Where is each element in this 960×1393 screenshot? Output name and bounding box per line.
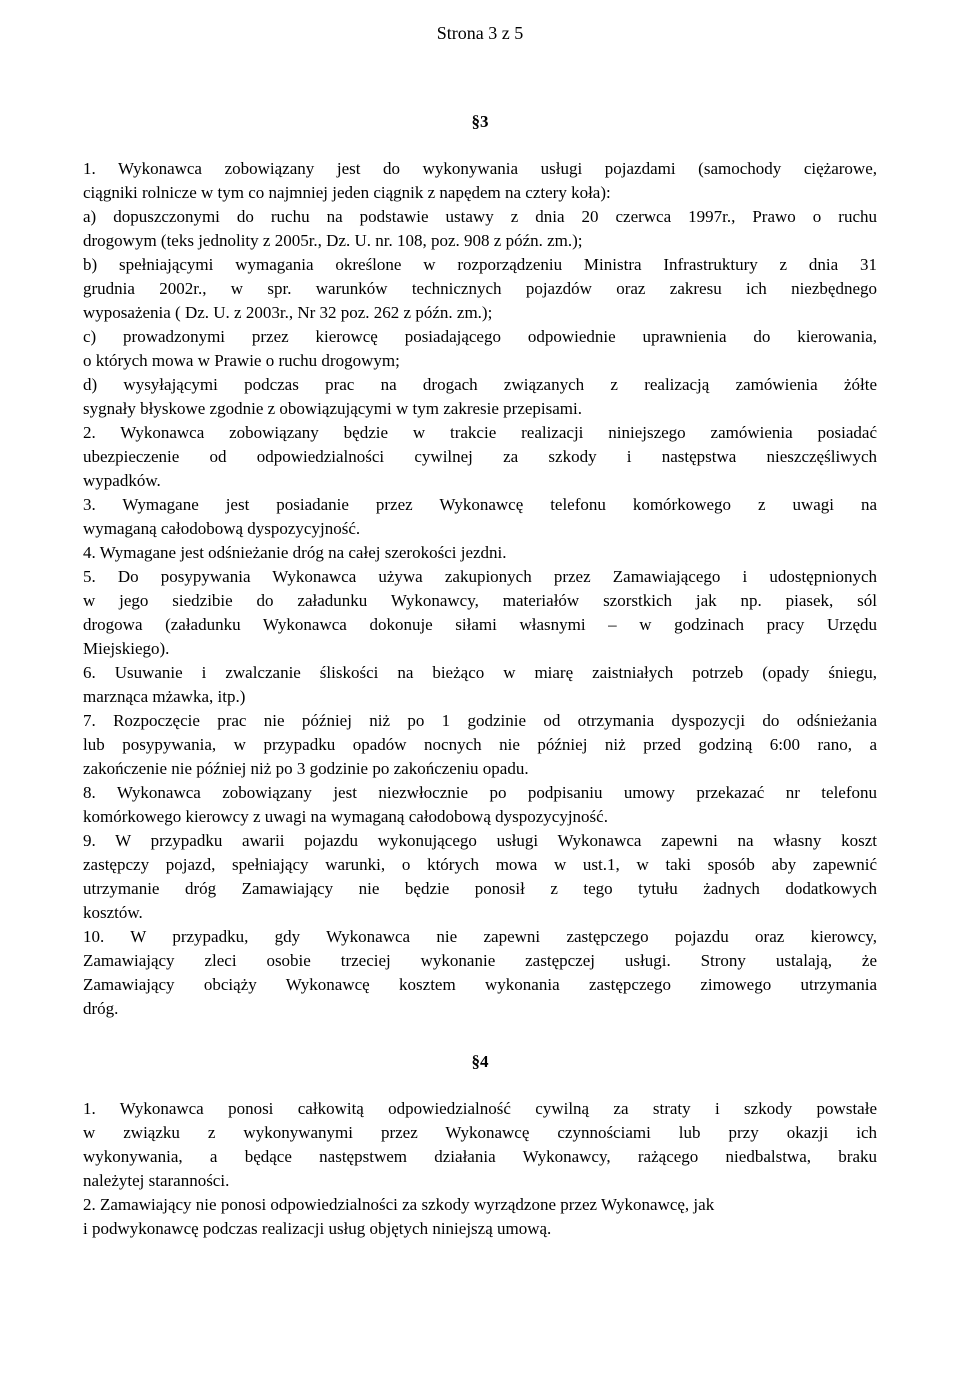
section-4-heading: §4 (471, 1052, 489, 1071)
section-3-body (83, 157, 877, 1021)
section4-line: w związku z wykonywanymi przez Wykonawcę czynnościami lub przy okazji ich (83, 1123, 877, 1142)
section3-line: sygnały błyskowe zgodnie z obowiązującymi w tym zakresie przepisami. (83, 399, 582, 418)
section3-line: drogowa (załadunku Wykonawca dokonuje siłami własnymi – w godzinach pracy Urzędu (83, 615, 877, 634)
section3-line: wymaganą całodobową dyspozycyjność. (83, 519, 361, 538)
page-number: Strona 3 z 5 (436, 23, 524, 43)
section3-line: d) wysyłającymi podczas prac na drogach związanych z realizacją zamówienia żółte (83, 375, 877, 394)
section3-line: o których mowa w Prawie o ruchu drogowym; (83, 351, 400, 370)
section3-line: drogowym (teks jednolity z 2005r., Dz. U. nr. 108, poz. 908 z późn. zm.); (83, 231, 583, 250)
section3-line: 5. Do posypywania Wykonawca używa zakupionych przez Zamawiającego i udostępnionych (83, 567, 877, 586)
section3-line: 8. Wykonawca zobowiązany jest niezwłocznie po podpisaniu umowy przekazać nr telefonu (83, 783, 877, 802)
section3-line: 7. Rozpoczęcie prac nie później niż po 1 godzinie od otrzymania dyspozycji do odśnieżania (83, 711, 877, 730)
section3-line: marznąca mżawka, itp.) (83, 687, 246, 706)
section3-line: 9. W przypadku awarii pojazdu wykonującego usługi Wykonawca zapewni na własny koszt (83, 831, 877, 850)
section3-line: zastępczy pojazd, spełniający warunki, o których mowa w ust.1, w taki sposób aby zapewnić (83, 855, 877, 874)
section4-line: i podwykonawcę podczas realizacji usług objętych niniejszą umową. (83, 1219, 552, 1238)
section3-line: b) spełniającymi wymagania określone w rozporządzeniu Ministra Infrastruktury z dnia 31 (83, 255, 877, 274)
section3-line: 3. Wymagane jest posiadanie przez Wykonawcę telefonu komórkowego z uwagi na (83, 495, 877, 514)
section3-line: zakończenie nie później niż po 3 godzinie po zakończeniu opadu. (83, 759, 529, 778)
section3-line: ubezpieczenie od odpowiedzialności cywilnej za szkody i następstwa nieszczęśliwych (83, 447, 877, 466)
section4-line: 1. Wykonawca ponosi całkowitą odpowiedzialność cywilną za straty i szkody powstałe (83, 1099, 877, 1118)
section3-line: grudnia 2002r., w spr. warunków technicznych pojazdów oraz zakresu ich niezbędnego (83, 279, 877, 298)
section3-line: 2. Wykonawca zobowiązany będzie w trakcie realizacji niniejszego zamówienia posiadać (83, 423, 877, 442)
section3-line: Zamawiający obciąży Wykonawcę kosztem wykonania zastępczego zimowego utrzymania (83, 975, 877, 994)
section-4-body (83, 1097, 877, 1241)
section3-line: komórkowego kierowcy z uwagi na wymaganą całodobową dyspozycyjność. (83, 807, 608, 826)
section3-line: dróg. (83, 999, 119, 1018)
section3-line: c) prowadzonymi przez kierowcę posiadającego odpowiednie uprawnienia do kierowania, (83, 327, 877, 346)
section3-line: kosztów. (83, 903, 143, 922)
section-4-title (0, 1050, 960, 1074)
section3-line: 10. W przypadku, gdy Wykonawca nie zapewni zastępczego pojazdu oraz kierowcy, (83, 927, 877, 946)
section3-line: wyposażenia ( Dz. U. z 2003r., Nr 32 poz. 262 z późn. zm.); (83, 303, 493, 322)
section-3-title (0, 110, 960, 134)
section3-line: 6. Usuwanie i zwalczanie śliskości na bieżąco w miarę zaistniałych potrzeb (opady śniegu, (83, 663, 877, 682)
section4-line: 2. Zamawiający nie ponosi odpowiedzialności za szkody wyrządzone przez Wykonawcę, jak (83, 1195, 715, 1214)
section3-line: 4. Wymagane jest odśnieżanie dróg na całej szerokości jezdni. (83, 543, 507, 562)
section3-line: Zamawiający zleci osobie trzeciej wykonanie zastępczej usługi. Strony ustalają, że (83, 951, 877, 970)
section3-line: ciągniki rolnicze w tym co najmniej jeden ciągnik z napędem na cztery koła): (83, 183, 611, 202)
section-3-heading: §3 (471, 112, 489, 131)
section3-line: utrzymanie dróg Zamawiający nie będzie ponosił z tego tytułu żadnych dodatkowych (83, 879, 877, 898)
section3-line: 1. Wykonawca zobowiązany jest do wykonywania usługi pojazdami (samochody ciężarowe, (83, 159, 877, 178)
section3-line: a) dopuszczonymi do ruchu na podstawie ustawy z dnia 20 czerwca 1997r., Prawo o ruchu (83, 207, 877, 226)
section4-line: należytej staranności. (83, 1171, 230, 1190)
section3-line: wypadków. (83, 471, 161, 490)
section3-line: lub posypywania, w przypadku opadów nocnych nie później niż przed godziną 6:00 rano, a (83, 735, 877, 754)
page-header (0, 21, 960, 45)
section3-line: w jego siedzibie do załadunku Wykonawcy, materiałów szorstkich jak np. piasek, sól (83, 591, 877, 610)
section3-line: Miejskiego). (83, 639, 170, 658)
section4-line: wykonywania, a będące następstwem działania Wykonawcy, rażącego niedbalstwa, braku (83, 1147, 877, 1166)
